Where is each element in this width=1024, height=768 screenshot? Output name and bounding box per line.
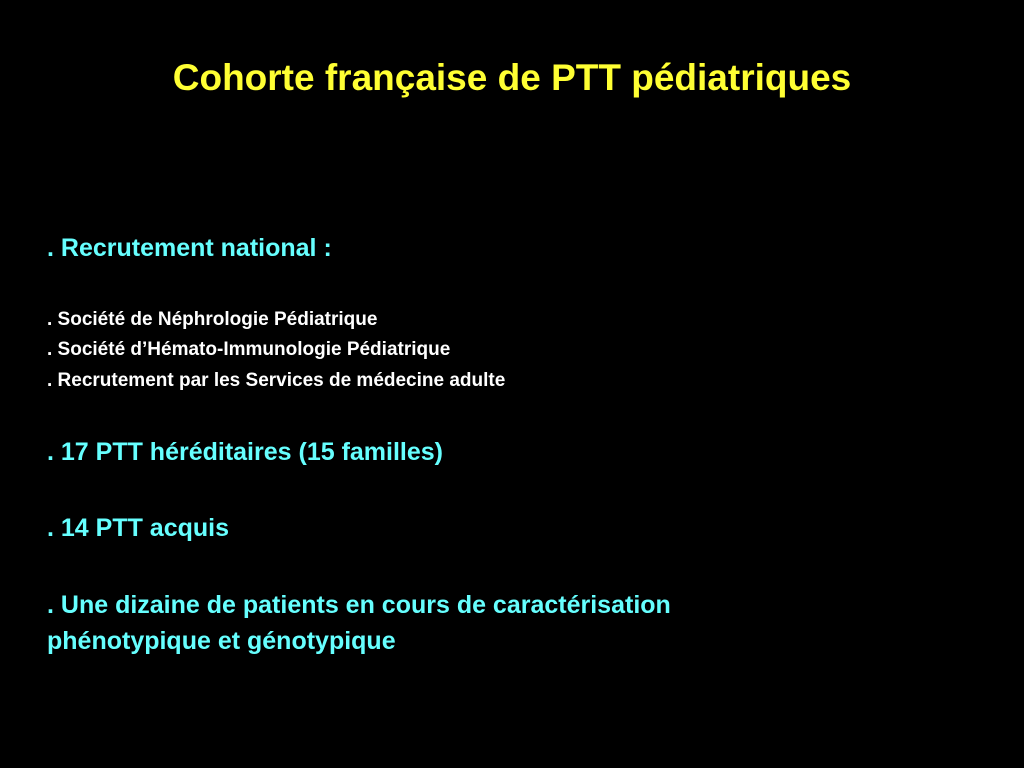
pending-line-2: phénotypique et génotypique xyxy=(47,627,396,655)
recruitment-item: . Société de Néphrologie Pédiatrique xyxy=(47,309,378,330)
recruitment-heading: . Recrutement national : xyxy=(47,234,332,262)
pending-line-1: . Une dizaine de patients en cours de caractérisation xyxy=(47,591,671,619)
recruitment-item: . Société d’Hémato-Immunologie Pédiatrique xyxy=(47,339,451,360)
hereditary-count: . 17 PTT héréditaires (15 familles) xyxy=(47,438,443,466)
acquired-count: . 14 PTT acquis xyxy=(47,514,230,542)
recruitment-item: . Recrutement par les Services de médecine adulte xyxy=(47,370,506,391)
slide-title: Cohorte française de PTT pédiatriques xyxy=(172,57,852,98)
